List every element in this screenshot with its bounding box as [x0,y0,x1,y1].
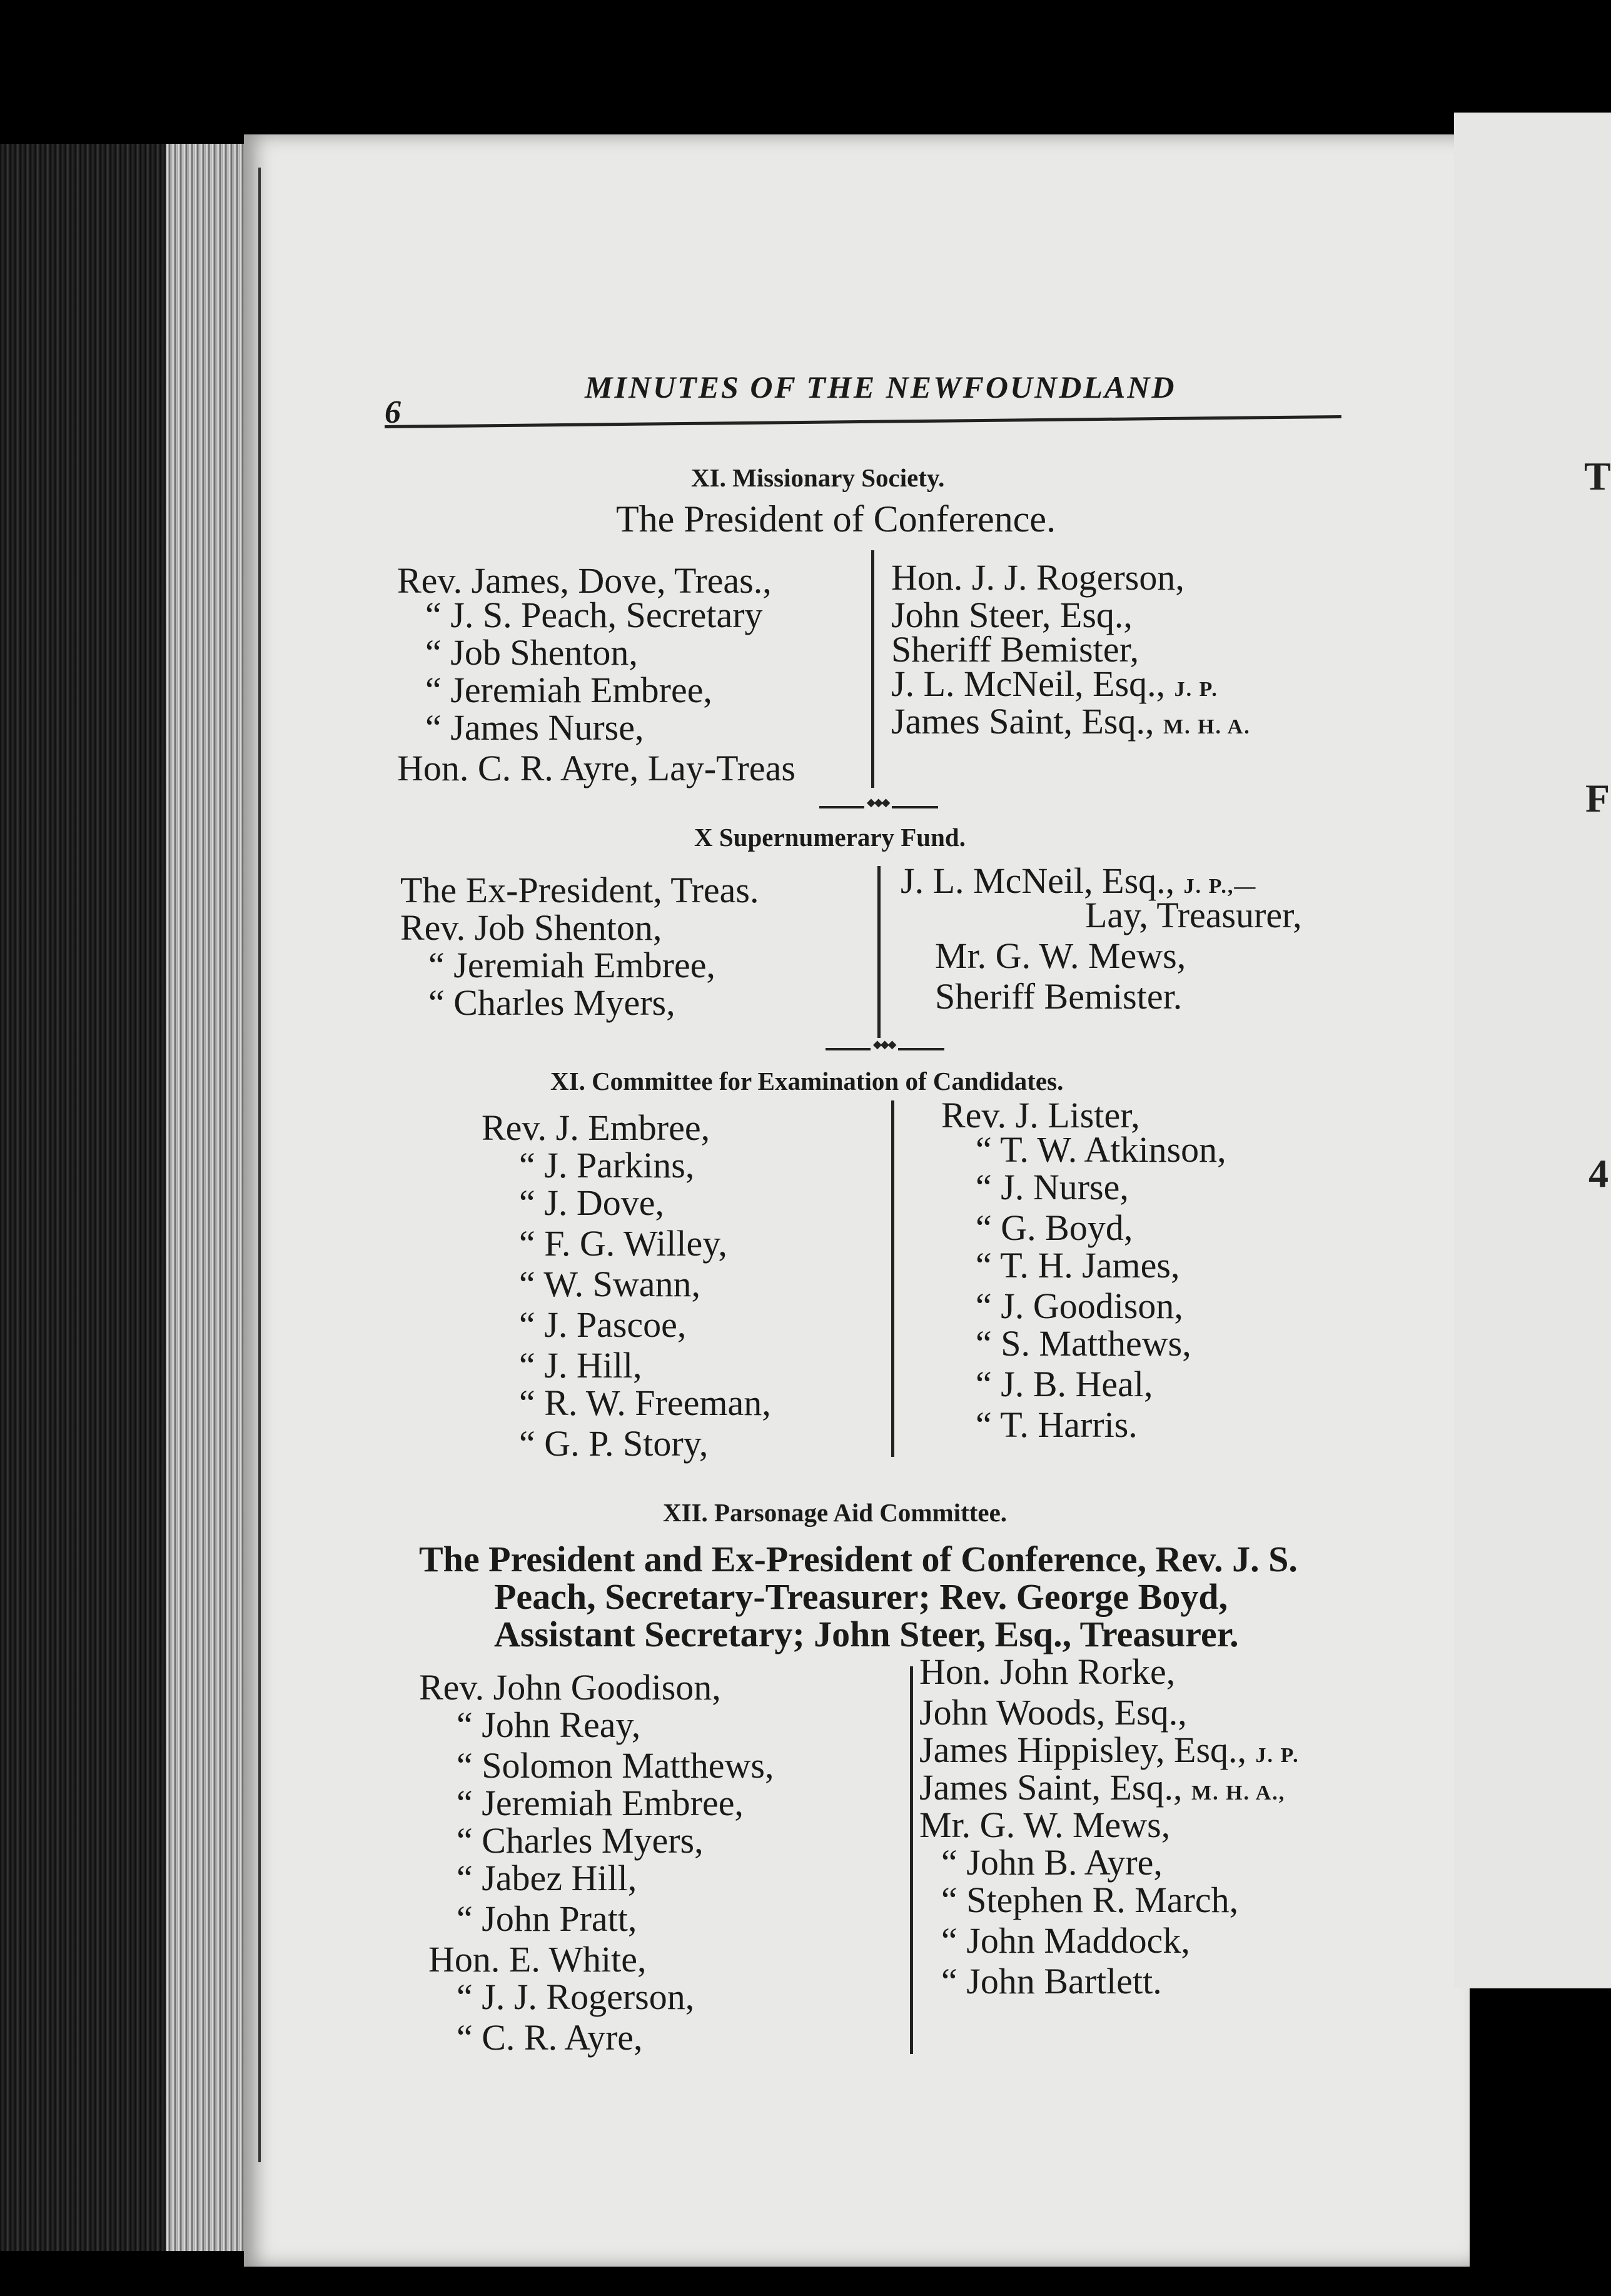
list-item: “ Charles Myers, [428,982,675,1023]
page-number: 6 [385,395,401,430]
list-item: Sheriff Bemister, [891,629,1139,670]
section-intro-line: Assistant Secretary; John Steer, Esq., Treasurer. [494,1614,1239,1654]
list-item: “ J. Nurse, [976,1167,1129,1207]
list-item: “ Charles Myers, [457,1820,704,1861]
list-item: Lay, Treasurer, [1085,895,1302,935]
list-item: Hon. E. White, [428,1939,647,1980]
name-text: James Saint, Esq., [891,701,1163,742]
list-item: “ G. Boyd, [976,1207,1133,1248]
list-item: Hon. C. R. Ayre, Lay-Treas [397,748,795,788]
list-item: “ Job Shenton, [425,632,638,673]
list-item: “ T. Harris. [976,1404,1138,1445]
list-item: “ S. Matthews, [976,1323,1191,1364]
list-item: “ F. G. Willey, [519,1223,727,1264]
list-item: Rev. J. Embree, [482,1107,710,1148]
list-item: “ J. Dove, [519,1182,664,1223]
list-item: Rev. J. Lister, [941,1095,1140,1135]
list-item: “ Jeremiah Embree, [457,1783,744,1823]
list-item: Mr. G. W. Mews, [919,1805,1171,1845]
list-item: Mr. G. W. Mews, [935,935,1186,976]
list-item [919,1767,1286,1808]
name-text: J. L. McNeil, Esq., [901,860,1184,901]
list-item [901,860,1257,901]
section-intro-line: The President and Ex-President of Conference, Rev. J. S. [419,1539,1298,1579]
list-item: “ T. H. James, [976,1245,1180,1286]
column-divider [910,1666,913,2054]
list-item: “ J. J. Rogerson, [457,1976,695,2017]
page-stack-edges [166,144,247,2251]
title-tag: J. P.,— [1183,875,1257,898]
list-item: “ J. S. Peach, Secretary [425,595,763,635]
list-item: “ John Reay, [457,1704,641,1745]
list-item: “ John Maddock, [941,1920,1190,1961]
list-item: “ G. P. Story, [519,1423,709,1464]
section-intro-line: Peach, Secretary-Treasurer; Rev. George Boyd, [494,1576,1228,1617]
title-tag: M. H. A. [1163,715,1251,738]
section-title-missionary: XI. Missionary Society. [691,463,945,492]
section-title-examination: XI. Committee for Examination of Candidates. [550,1067,1064,1095]
facing-page [1454,113,1611,1988]
running-title: MINUTES OF THE NEWFOUNDLAND [585,370,1176,405]
page-header [385,363,1341,430]
list-item: Rev. Job Shenton, [400,907,662,948]
facing-page-letter: F [1585,776,1610,820]
list-item: “ Jabez Hill, [457,1858,637,1898]
list-item: “ James Nurse, [425,707,644,748]
list-item: “ W. Swann, [519,1264,700,1304]
title-tag: J. P. [1174,678,1218,701]
list-item: Rev. James, Dove, Treas., [397,560,772,601]
name-text: James Hippisley, Esq., [919,1730,1256,1770]
list-item: “ John Bartlett. [941,1961,1162,2001]
column-divider [891,1100,894,1457]
section-subtitle: The President of Conference. [616,498,1056,540]
section-title-parsonage: XII. Parsonage Aid Committee. [663,1498,1008,1527]
column-divider [871,550,874,788]
list-item: “ J. Parkins, [519,1145,695,1186]
list-item: Hon. John Rorke, [919,1651,1176,1692]
list-item: “ John B. Ayre, [941,1842,1163,1883]
list-item: The Ex-President, Treas. [400,870,759,910]
list-item: John Woods, Esq., [919,1692,1187,1733]
list-item: “ J. Goodison, [976,1286,1183,1326]
list-item: “ John Pratt, [457,1898,637,1939]
list-item [891,703,1251,740]
list-item: “ J. Hill, [519,1345,642,1386]
list-item: “ Jeremiah Embree, [425,670,712,710]
facing-page-letter: T [1584,454,1611,498]
list-item: “ Stephen R. March, [941,1880,1239,1920]
list-item: “ T. W. Atkinson, [976,1129,1226,1170]
section-divider-ornament [819,803,938,810]
list-item: “ Jeremiah Embree, [428,945,715,985]
list-item: Rev. John Goodison, [419,1667,721,1708]
list-item: Hon. J. J. Rogerson, [891,557,1184,598]
list-item: “ J. Pascoe, [519,1304,687,1345]
list-item: John Steer, Esq., [891,595,1133,635]
list-item: “ C. R. Ayre, [457,2017,643,2058]
title-tag: M. H. A., [1191,1781,1286,1805]
list-item: “ R. W. Freeman, [519,1382,771,1423]
section-divider-ornament [826,1045,944,1052]
list-item: “ J. B. Heal, [976,1364,1153,1404]
book-page [244,134,1470,2267]
list-item: Sheriff Bemister. [935,976,1183,1017]
facing-page-letter: 4 [1588,1151,1608,1196]
list-item: “ Solomon Matthews, [457,1745,774,1786]
section-title-supernumerary: X Supernumerary Fund. [694,823,966,852]
column-divider [877,866,881,1041]
list-item [919,1732,1300,1768]
title-tag: J. P. [1255,1744,1300,1767]
page-margin-line [258,168,267,2162]
name-text: James Saint, Esq., [919,1767,1191,1808]
list-item [891,663,1218,704]
name-text: J. L. McNeil, Esq., [891,663,1174,704]
